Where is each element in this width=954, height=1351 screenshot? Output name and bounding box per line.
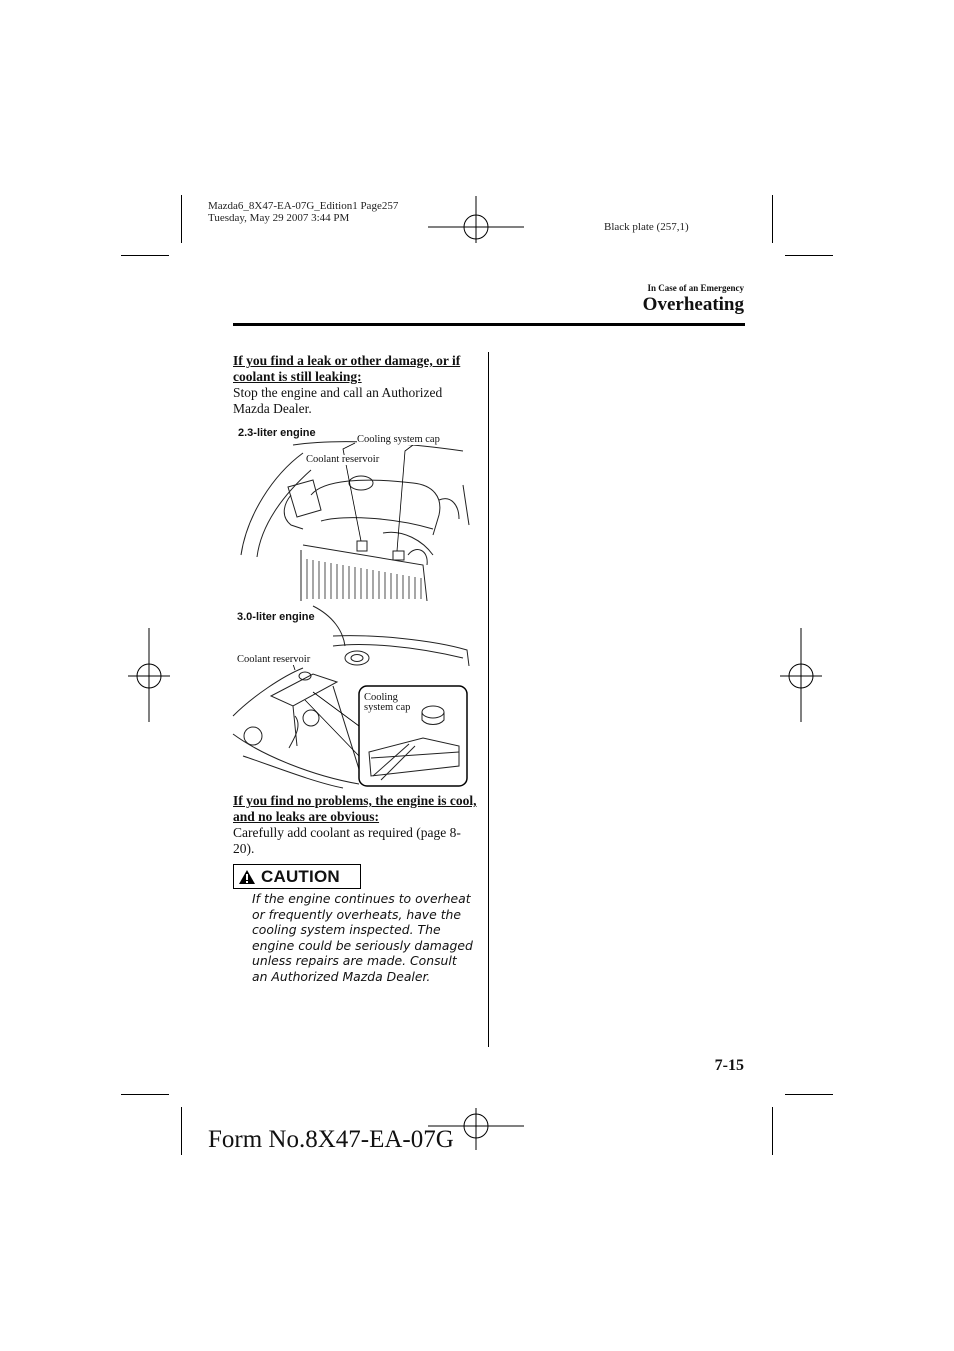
section-kicker: In Case of an Emergency [647,283,744,293]
figure-2-3-title: 2.3-liter engine [238,427,316,439]
no-problem-heading: If you find no problems, the engine is cool, and no leaks are obvious: [233,793,477,824]
caution-box [233,864,361,889]
caution-label: CAUTION [261,866,340,886]
label-cooling-system-cap-3-0-line2: system cap [364,702,411,713]
label-cooling-system-cap-2-3: Cooling system cap [357,434,440,445]
page-title: Overheating [642,294,744,315]
print-plate: Black plate (257,1) [604,221,689,233]
header-rule [233,323,745,326]
leak-body: Stop the engine and call an Authorized Mazda Dealer. [233,385,443,416]
print-date-line: Tuesday, May 29 2007 3:44 PM [208,212,350,224]
column-divider [488,352,489,1047]
label-coolant-reservoir-2-3: Coolant reservoir [306,454,380,465]
form-number: Form No.8X47-EA-07G [208,1126,454,1153]
warning-triangle-icon [238,869,256,885]
no-problem-block [233,793,478,857]
figure-3-0-title: 3.0-liter engine [237,611,315,623]
no-problem-body: Carefully add coolant as required (page 8-20). [233,825,461,856]
label-cooling-system-cap-3-0-line1: Cooling [364,692,398,703]
engine-3-0-illustration [233,606,473,788]
page-number: 7-15 [714,1057,744,1074]
engine-2-3-illustration [233,425,473,601]
leak-heading: If you find a leak or other damage, or if coolant is still leaking: [233,353,461,384]
leak-block [233,353,478,417]
label-coolant-reservoir-3-0: Coolant reservoir [237,654,311,665]
caution-text: If the engine continues to overheat or frequently overheats, have the cooling system inspected. The engine could be seriously damaged unless repairs are made. Consult an Authorized Mazda Dealer. [252,891,473,984]
print-file-line: Mazda6_8X47-EA-07G_Edition1 Page257 [208,200,399,212]
